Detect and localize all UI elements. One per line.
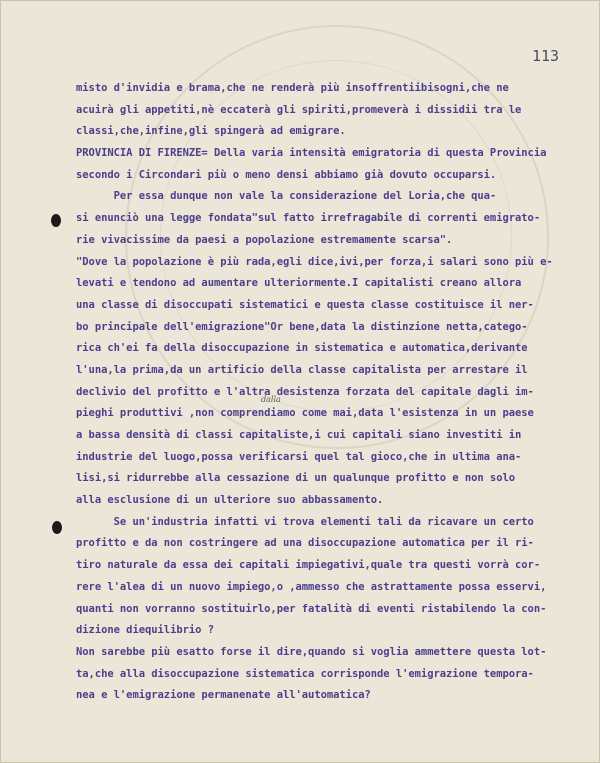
typewritten-body [76, 78, 576, 707]
text-line: declivio del profitto e l'altra desistenza forzata del capitale dagli im- [76, 385, 534, 398]
text-line: industrie del luogo,possa verificarsi quel tal gioco,che in ultima ana- [76, 450, 522, 463]
text-line: profitto e da non costringere ad una disoccupazione automatica per il ri- [76, 537, 534, 550]
text-line: rere l'alea di un nuovo impiego,o ,ammesso che astrattamente possa esservi, [76, 580, 547, 593]
text-line: tiro naturale da essa dei capitali impiegativi,quale tra questi vorrà cor- [76, 559, 541, 572]
text-line: levati e tendono ad aumentare ulteriormente.I capitalisti creano allora [76, 277, 522, 290]
text-line: classi,che,infine,gli spingerà ad emigrare. [76, 125, 346, 138]
handwritten-annotation: dalla [261, 395, 281, 404]
text-line: Non sarebbe più esatto forse il dire,quando si voglia ammettere questa lot- [76, 645, 547, 658]
text-line: quanti non vorranno sostituirlo,per fatalità di eventi ristabilendo la con- [76, 602, 547, 615]
text-line: pieghi produttivi ,non comprendiamo come mai,data l'esistenza in un paese [76, 407, 534, 420]
text-line: rica ch'ei fa della disoccupazione in sistematica e automatica,derivante [76, 342, 528, 355]
punch-hole-bottom [52, 521, 62, 534]
text-line: Se un'industria infatti vi trova elementi tali da ricavare un certo [76, 515, 534, 528]
text-line: "Dove la popolazione è più rada,egli dice,ivi,per forza,i salari sono più e- [76, 255, 553, 268]
text-line: a bassa densità di classi capitaliste,i cui capitali siano investiti in [76, 429, 522, 441]
text-line: l'una,la prima,da un artificio della classe capitalista per arrestare il [76, 363, 528, 376]
text-line: Per essa dunque non vale la considerazione del Loria,che qua- [76, 190, 497, 203]
text-line: secondo i Circondari più o meno densi abbiamo già dovuto occuparsi. [76, 168, 497, 181]
text-line: lisi,si ridurrebbe alla cessazione di un qualunque profitto e non solo [76, 472, 516, 485]
text-line: dizione diequilibrio ? [76, 624, 214, 637]
text-line: PROVINCIA DI FIRENZE= Della varia intensità emigratoria di questa Provincia [76, 147, 547, 160]
text-line: bo principale dell'emigrazione"Or bene,data la distinzione netta,catego- [76, 320, 528, 333]
text-line: una classe di disoccupati sistematici e questa classe costituisce il ner- [76, 298, 534, 311]
text-line: nea e l'emigrazione permanenate all'automatica? [76, 689, 371, 702]
text-line: si enunciò una legge fondata"sul fatto irrefragabile di correnti emigrato- [76, 212, 541, 225]
text-line: alla esclusione di un ulteriore suo abbassamento. [76, 494, 384, 507]
text-line: acuirà gli appetiti,nè eccaterà gli spiriti,promeverà i dissidii tra le [76, 103, 522, 116]
text-line: rie vivacissime da paesi a popolazione estremamente scarsa". [76, 233, 453, 246]
text-line: ta,che alla disoccupazione sistematica corrisponde l'emigrazione tempora- [76, 667, 534, 680]
page-number: 113 [532, 47, 560, 65]
text-line: misto d'invidia e brama,che ne renderà più insoffrentiibisogni,che ne [76, 82, 509, 94]
punch-hole-top [51, 214, 61, 227]
